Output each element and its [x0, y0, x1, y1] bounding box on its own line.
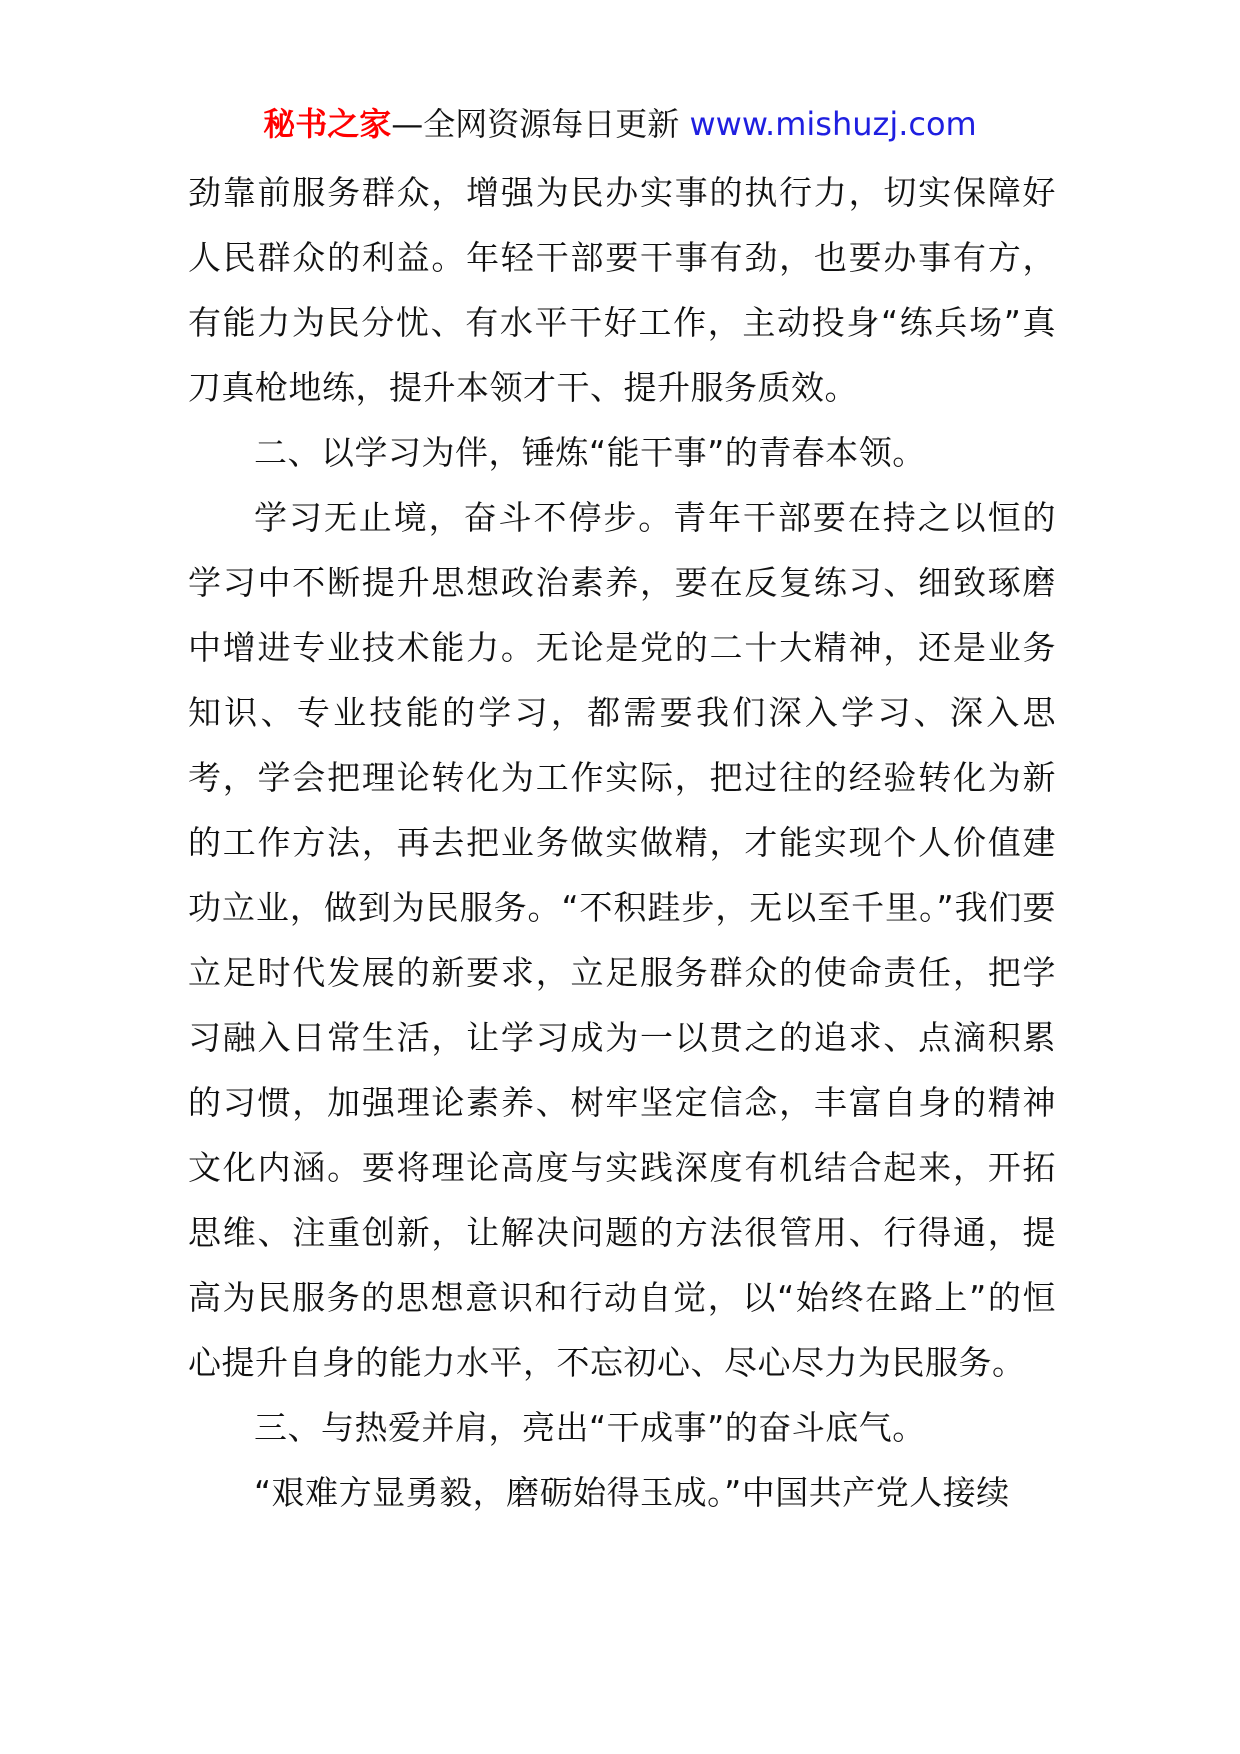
document-body [188, 160, 1056, 1525]
paragraph-study: 学习无止境，奋斗不停步。青年干部要在持之以恒的学习中不断提升思想政治素养，要在反复练习、细致琢磨中增进专业技术能力。无论是党的二十大精神，还是业务知识、专业技能的学习，都需要我们深入学习、深入思考，学会把理论转化为工作实际，把过往的经验转化为新的工作方法，再去把业务做实做精，才能实现个人价值建功立业，做到为民服务。“不积跬步，无以至千里。”我们要立足时代发展的新要求，立足服务群众的使命责任，把学习融入日常生活，让学习成为一以贯之的追求、点滴积累的习惯，加强理论素养、树牢坚定信念，丰富自身的精神文化内涵。要将理论高度与实践深度有机结合起来，开拓思维、注重创新，让解决问题的方法很管用、行得通，提高为民服务的思想意识和行动自觉，以“始终在路上”的恒心提升自身的能力水平，不忘初心、尽心尽力为民服务。 [188, 498, 1056, 1382]
page-header [0, 96, 1240, 152]
site-url-link[interactable]: www.mishuzj.com [689, 105, 977, 143]
section-heading-3: 三、与热爱并肩，亮出“干成事”的奋斗底气。 [254, 1408, 926, 1447]
section-heading-2: 二、以学习为伴，锤炼“能干事”的青春本领。 [254, 433, 926, 472]
site-brand: 秘书之家 [263, 105, 392, 143]
paragraph-hardship: “艰难方显勇毅，磨砺始得玉成。”中国共产党人接续 [254, 1473, 1010, 1512]
paragraph-continuation: 劲靠前服务群众，增强为民办实事的执行力，切实保障好人民群众的利益。年轻干部要干事有劲，也要办事有方，有能力为民分忧、有水平干好工作，主动投身“练兵场”真刀真枪地练，提升本领才干、提升服务质效。 [188, 173, 1056, 407]
site-tagline: —全网资源每日更新 [391, 105, 690, 143]
